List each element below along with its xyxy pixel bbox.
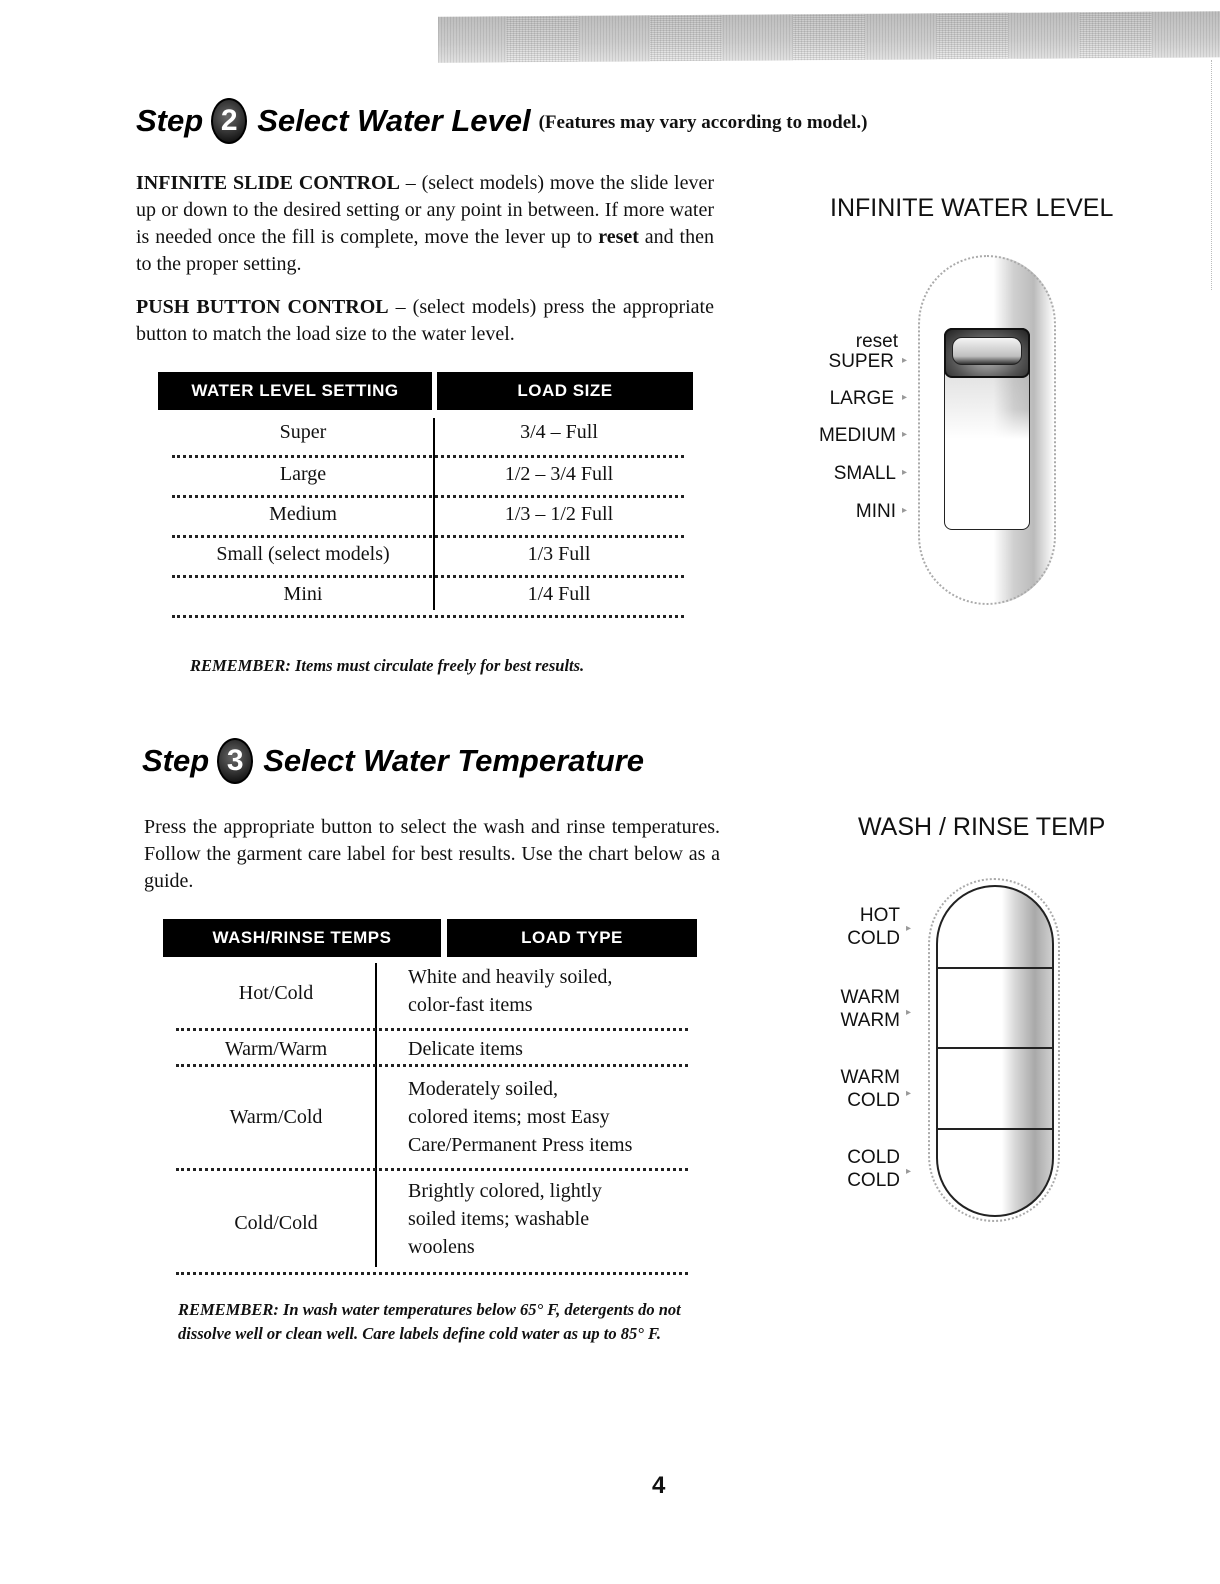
load-type: Delicate items	[408, 1038, 523, 1060]
infinite-slide-lead: INFINITE SLIDE CONTROL	[136, 172, 400, 194]
load-type-line: color-fast items	[408, 994, 533, 1016]
load-size: 1/4 Full	[527, 583, 591, 605]
step2-model-note: (Features may vary according to model.)	[538, 112, 868, 133]
pointer-arrow-icon: ▸	[906, 1007, 912, 1018]
infinite-slide-text-a: – (select models) move the slide lever up or down to the desired setting or any point in between. If more water is needed once the fill is complete, move the lever up to	[136, 172, 714, 248]
table-row	[172, 498, 684, 538]
header-wash-rinse-temps: WASH/RINSE TEMPS	[163, 919, 441, 957]
water-level-setting: Medium	[269, 503, 337, 525]
table-row	[172, 538, 684, 578]
step3-word: Step	[142, 743, 210, 778]
wash-temp-label: HOT	[859, 905, 900, 926]
temp-table	[176, 963, 688, 1275]
label-large: LARGE	[829, 388, 894, 409]
infinite-slide-text-b: and then to the proper setting.	[136, 226, 714, 275]
step3-number-badge-icon: 3	[217, 738, 253, 784]
label-reset: reset	[855, 331, 898, 352]
rinse-temp-label: COLD	[847, 928, 900, 949]
pointer-arrow-icon: ▸	[902, 467, 908, 478]
push-button-text: – (select models) press the appropriate button to match the load size to the water level.	[136, 296, 714, 345]
label-cold-cold	[820, 1146, 900, 1192]
header-water-level-setting: WATER LEVEL SETTING	[158, 372, 432, 410]
step3-heading	[142, 738, 644, 784]
wash-rinse-temps: Cold/Cold	[234, 1212, 318, 1234]
pointer-arrow-icon: ▸	[906, 1088, 912, 1099]
infinite-slide-paragraph	[136, 170, 714, 278]
pointer-arrow-icon: ▸	[906, 1166, 912, 1177]
label-warm-cold	[820, 1066, 900, 1112]
scan-header-band	[438, 11, 1220, 62]
load-type-line: Moderately soiled,	[408, 1078, 558, 1100]
water-level-setting: Small (select models)	[216, 543, 390, 565]
pointer-arrow-icon: ▸	[902, 429, 908, 440]
reset-word: reset	[598, 226, 639, 248]
load-type	[376, 963, 688, 1028]
load-size: 1/2 – 3/4 Full	[504, 463, 614, 485]
water-level-table-header	[158, 372, 693, 410]
step2-word: Step	[136, 103, 204, 138]
page-edge-mark	[1211, 60, 1212, 290]
step3-title: Select Water Temperature	[263, 743, 644, 778]
step3-paragraph: Press the appropriate button to select the wash and rinse temperatures. Follow the garment care label for best results. Use the chart below as a guide.	[144, 816, 720, 892]
label-medium: MEDIUM	[818, 425, 896, 446]
table-row	[172, 458, 684, 498]
wash-rinse-temp-title: WASH / RINSE TEMP	[858, 813, 1106, 841]
push-button-paragraph	[136, 294, 714, 348]
step2-heading	[136, 98, 868, 144]
table-row	[176, 1067, 688, 1171]
rinse-temp-label: COLD	[847, 1170, 900, 1191]
label-warm-warm	[820, 986, 900, 1032]
table-row	[172, 418, 684, 458]
load-type-line: woolens	[408, 1236, 475, 1258]
load-type-line: White and heavily soiled,	[408, 966, 613, 988]
hot-cold-button[interactable]	[938, 887, 1052, 965]
water-level-setting: Super	[279, 421, 327, 443]
header-load-size: LOAD SIZE	[437, 372, 693, 410]
table-row	[176, 1031, 688, 1067]
load-type-line: colored items; most Easy	[408, 1106, 610, 1128]
load-size: 3/4 – Full	[520, 421, 598, 443]
label-super: SUPER	[828, 351, 894, 372]
infinite-water-level-title: INFINITE WATER LEVEL	[830, 194, 1114, 222]
load-size: 1/3 Full	[527, 543, 591, 565]
cold-cold-button[interactable]	[938, 1128, 1052, 1214]
warm-warm-button[interactable]	[938, 967, 1052, 1045]
wash-rinse-temps: Hot/Cold	[238, 982, 314, 1004]
table-row	[172, 578, 684, 618]
load-type	[376, 1177, 688, 1272]
step2-title: Select Water Level	[257, 103, 531, 138]
pointer-arrow-icon: ▸	[902, 355, 908, 366]
label-small: SMALL	[833, 463, 896, 484]
header-load-type: LOAD TYPE	[447, 919, 697, 957]
water-level-setting: Large	[279, 463, 327, 485]
load-type	[376, 1075, 688, 1168]
rinse-temp-label: COLD	[847, 1090, 900, 1111]
wash-rinse-temps: Warm/Warm	[224, 1038, 328, 1060]
table-row	[176, 1171, 688, 1275]
wash-temp-label: WARM	[840, 1067, 900, 1088]
wash-rinse-temps: Warm/Cold	[229, 1106, 323, 1128]
pointer-arrow-icon: ▸	[902, 505, 908, 516]
pointer-arrow-icon: ▸	[902, 392, 908, 403]
load-size: 1/3 – 1/2 Full	[504, 503, 614, 525]
page-number: 4	[652, 1472, 666, 1499]
water-level-setting: Mini	[283, 583, 323, 605]
load-type-line: Care/Permanent Press items	[408, 1134, 633, 1156]
push-button-lead: PUSH BUTTON CONTROL	[136, 296, 389, 318]
wash-temp-label: COLD	[847, 1147, 900, 1168]
label-hot-cold	[820, 904, 900, 950]
wash-temp-label: WARM	[840, 987, 900, 1008]
table-row	[176, 963, 688, 1031]
warm-cold-button[interactable]	[938, 1047, 1052, 1125]
water-level-table	[172, 418, 684, 618]
step2-remember-note: REMEMBER: Items must circulate freely for best results.	[190, 656, 585, 675]
slider-handle-grip-icon	[952, 337, 1022, 365]
load-type-line: soiled items; washable	[408, 1208, 590, 1230]
load-type-line: Brightly colored, lightly	[408, 1180, 602, 1202]
temp-table-header	[163, 919, 697, 957]
pointer-arrow-icon: ▸	[906, 923, 912, 934]
step2-number-badge-icon: 2	[211, 98, 247, 144]
label-mini: MINI	[855, 501, 896, 522]
rinse-temp-label: WARM	[840, 1010, 900, 1031]
step3-remember-note: REMEMBER: In wash water temperatures below 65° F, detergents do not dissolve well or clean well. Care labels define cold water as up to 85° F.	[178, 1300, 681, 1343]
